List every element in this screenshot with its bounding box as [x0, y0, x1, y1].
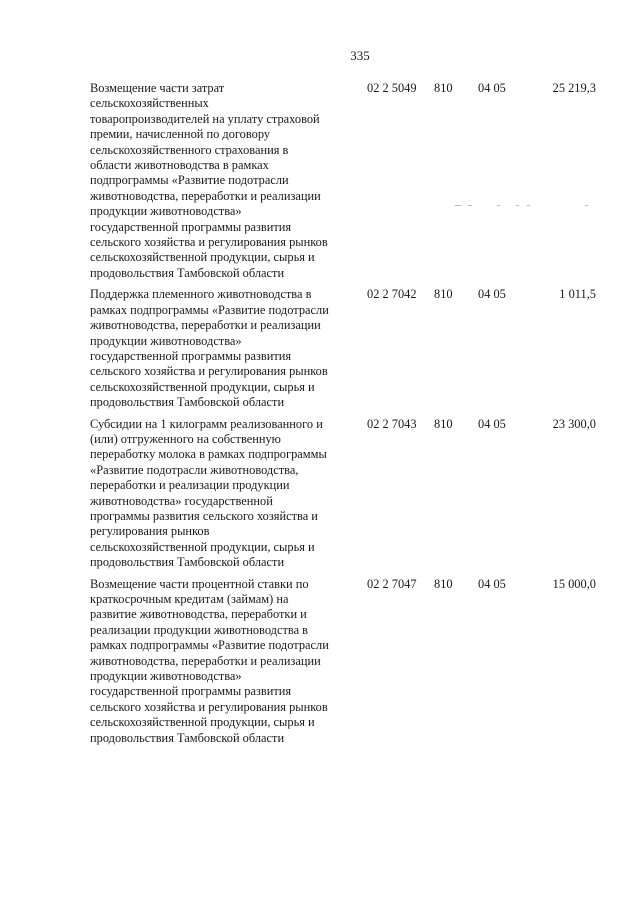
row-description-line: животноводства, переработки и реализации	[90, 188, 321, 203]
row-description	[90, 287, 356, 410]
row-description-line: продукции животноводства»	[90, 204, 242, 219]
row-description-line: продовольствия Тамбовской области	[90, 265, 285, 280]
section-subsection-code: 04 05	[478, 81, 506, 95]
table-row	[90, 287, 598, 410]
row-description-line: сельскохозяйственной продукции, сырья и	[90, 379, 315, 394]
amount-value: 1 011,5	[559, 287, 596, 302]
row-codes	[356, 81, 596, 96]
target-article-code: 02 2 5049	[367, 81, 417, 95]
expense-type-code: 810	[434, 287, 453, 302]
table-row	[90, 417, 598, 571]
target-article-code: 02 2 7042	[367, 287, 417, 302]
row-description-line: сельского хозяйства и регулирования рынков	[90, 364, 328, 379]
row-description-line: товаропроизводителей на уплату страховой	[90, 111, 320, 126]
row-description	[90, 577, 356, 746]
row-description-line: сельскохозяйственного страхования в	[90, 142, 289, 157]
row-description-line: Возмещение части процентной ставки по	[90, 576, 309, 591]
row-description-line: «Развитие подотрасли животноводства,	[90, 462, 299, 477]
row-description-line: Поддержка племенного животноводства в	[90, 287, 312, 302]
row-description-line: государственной программы развития	[90, 348, 292, 363]
row-description-line: продовольствия Тамбовской области	[90, 555, 285, 570]
row-description-line: государственной программы развития	[90, 684, 292, 699]
row-description-line: сельскохозяйственной продукции, сырья и	[90, 250, 315, 265]
section-subsection-code: 04 05	[478, 287, 506, 302]
section-subsection-code: 04 05	[478, 416, 506, 431]
row-description-line: подпрограммы «Развитие подотрасли	[90, 173, 289, 188]
amount-value: 25 219,3	[552, 81, 596, 95]
row-codes	[356, 417, 596, 432]
row-description-line: Субсидии на 1 килограмм реализованного и	[90, 416, 323, 431]
row-description-line: развитие животноводства, переработки и	[90, 607, 307, 622]
row-description-line: сельскохозяйственной продукции, сырья и	[90, 539, 315, 554]
row-description-line: переработку молока в рамках подпрограммы	[90, 447, 327, 462]
row-description-line: государственной программы развития	[90, 219, 292, 234]
expense-type-code: 810	[434, 576, 453, 591]
row-description-line: продовольствия Тамбовской области	[90, 730, 285, 745]
row-codes	[356, 287, 596, 302]
row-description-line: программы развития сельского хозяйства и	[90, 508, 318, 523]
row-codes	[356, 577, 596, 592]
row-description	[90, 417, 356, 571]
table-row	[90, 577, 598, 746]
row-description-line: области животноводства в рамках	[90, 158, 269, 173]
row-description-line: животноводства, переработки и реализации	[90, 653, 321, 668]
row-description-line: сельскохозяйственной продукции, сырья и	[90, 715, 315, 730]
row-description-line: продукции животноводства»	[90, 333, 242, 348]
row-description-line: животноводства, переработки и реализации	[90, 318, 321, 333]
target-article-code: 02 2 7043	[367, 416, 417, 431]
target-article-code: 02 2 7047	[367, 576, 417, 591]
budget-table	[90, 81, 598, 746]
row-description-line: (или) отгруженного на собственную	[90, 431, 281, 446]
row-description-line: сельского хозяйства и регулирования рынков	[90, 699, 328, 714]
row-description-line: продукции животноводства»	[90, 669, 242, 684]
amount-value: 15 000,0	[552, 576, 596, 591]
row-description-line: премии, начисленной по договору	[90, 127, 271, 142]
row-description-line: сельскохозяйственных	[90, 96, 209, 111]
table-row	[90, 81, 598, 281]
page-number: 335	[350, 48, 370, 63]
row-description	[90, 81, 356, 281]
amount-value: 23 300,0	[552, 416, 596, 431]
row-description-line: сельского хозяйства и регулирования рынков	[90, 235, 328, 250]
row-description-line: животноводства» государственной	[90, 493, 273, 508]
expense-type-code: 810	[434, 416, 453, 431]
expense-type-code: 810	[434, 81, 453, 95]
row-description-line: реализации продукции животноводства в	[90, 622, 309, 637]
row-description-line: продовольствия Тамбовской области	[90, 395, 285, 410]
row-description-line: рамках подпрограммы «Развитие подотрасли	[90, 302, 329, 317]
row-description-line: регулирования рынков	[90, 524, 210, 539]
row-description-line: переработки и реализации продукции	[90, 478, 290, 493]
row-description-line: Возмещение части затрат	[90, 81, 225, 95]
row-description-line: краткосрочным кредитам (займам) на	[90, 592, 289, 606]
section-subsection-code: 04 05	[478, 576, 506, 591]
row-description-line: рамках подпрограммы «Развитие подотрасли	[90, 638, 329, 653]
